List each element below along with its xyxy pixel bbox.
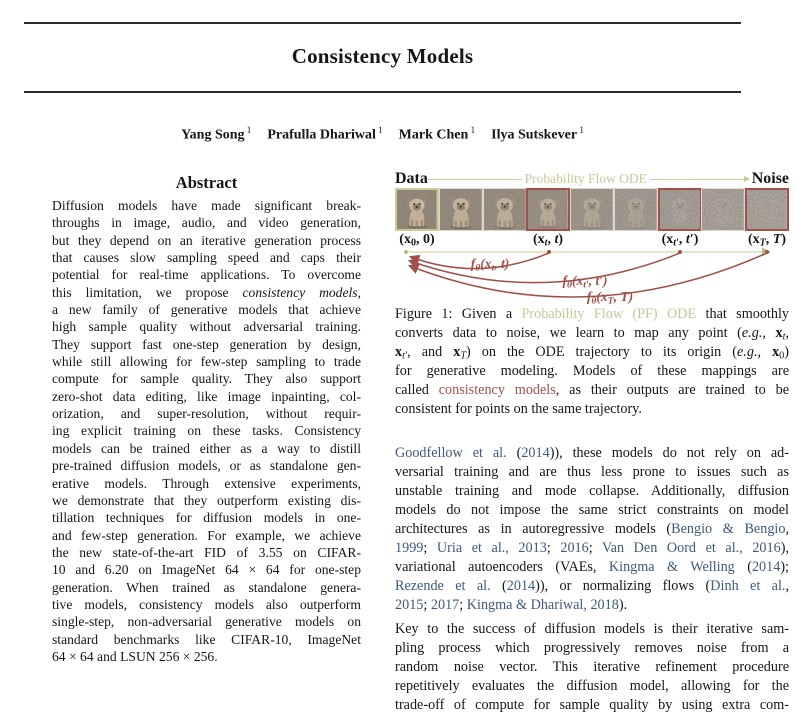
noisy-image-cell (483, 188, 527, 231)
text-segment: f (586, 289, 592, 304)
pf-line-right (650, 179, 744, 180)
text-segment: 1 (468, 125, 476, 135)
data-label: Data (395, 170, 428, 187)
citation-link[interactable]: Uria et al., 2013 (436, 540, 547, 556)
text-segment: called (395, 382, 439, 398)
citation-link[interactable]: Dinh et al. (710, 578, 786, 594)
text-segment: ( (480, 256, 485, 271)
noise-label: Noise (751, 170, 790, 187)
text-line (24, 121, 741, 143)
text-segment: orization, and super-resolution, without requir- (52, 406, 361, 422)
text-segment: , (785, 578, 789, 594)
text-line (395, 463, 789, 482)
text-segment: t (491, 262, 495, 274)
text-segment: tive models, consistency models also outperform (52, 596, 361, 612)
figure-caption (395, 305, 789, 419)
noisy-image-cell (439, 188, 483, 231)
text-segment: 1 (577, 125, 584, 135)
citation-link[interactable]: Kingma & Dhariwal, 2018 (466, 597, 619, 613)
text-segment: 10 and 6.20 on ImageNet 64 × 64 for one-step (52, 562, 361, 578)
noisy-image-cell (745, 188, 789, 231)
text-line (395, 324, 789, 343)
text-line (395, 501, 789, 520)
text-line (635, 232, 725, 248)
point-label-x0 (372, 232, 462, 248)
citation-link[interactable]: Van Den Oord et al., 2016 (602, 540, 781, 556)
text-line (372, 232, 462, 248)
text-segment: compute for sample quality. They also support (52, 371, 361, 387)
text-segment: converts data to noise, we learn to map any point ( (395, 325, 742, 341)
text-line (555, 289, 665, 307)
text-segment: 0 (779, 350, 785, 362)
text-segment: , (785, 325, 789, 341)
text-segment: )), or normalizing flows ( (535, 578, 711, 594)
text-segment: repetitively evaluates the diffusion model, allowing for the (395, 678, 789, 694)
text-segment: tillation techniques for diffusion models in one- (52, 510, 361, 526)
text-line (52, 544, 361, 561)
text-segment: ) (693, 232, 699, 247)
text-line (52, 266, 361, 283)
text-segment: potential for real-time applications. To overcome (52, 267, 361, 283)
text-segment: ( (596, 289, 601, 304)
text-line (52, 492, 361, 509)
text-segment: ; (459, 597, 467, 613)
citation-link[interactable]: 2015 (395, 597, 424, 613)
text-segment: , (765, 232, 773, 247)
text-line (52, 388, 361, 405)
text-line (52, 509, 361, 526)
text-segment: t (544, 237, 548, 249)
text-segment: ); (780, 559, 789, 575)
text-segment: consistent for points on the same trajectory. (395, 401, 642, 417)
text-segment: a new family of generative models that achieve (52, 302, 361, 318)
text-segment: θ (566, 279, 573, 291)
body-paragraph-2 (395, 620, 789, 715)
text-segment: , (678, 232, 686, 247)
citation-link[interactable]: Goodfellow et al. (395, 445, 507, 461)
text-line (52, 232, 361, 249)
text-segment: that smoothly (696, 306, 789, 322)
text-line (52, 631, 361, 648)
text-line (52, 284, 361, 301)
text-line (395, 381, 789, 400)
text-segment: ( (399, 232, 404, 247)
header-rule-bottom (24, 91, 741, 93)
paper-title: Consistency Models (291, 44, 474, 68)
text-segment: models can be trained either as a way to distill (52, 440, 361, 456)
text-segment: and few-step generation. For example, we achieve (52, 527, 361, 543)
text-line (52, 353, 361, 370)
text-segment: random noise vector. This iterative refinement procedure (395, 659, 789, 675)
text-segment: , (785, 521, 789, 537)
text-line (395, 444, 789, 463)
citation-link[interactable]: Rezende et al. (395, 578, 491, 594)
text-segment: , (757, 344, 773, 360)
text-segment: x (576, 273, 584, 288)
text-segment: zero-shot data editing, like image inpainting, col- (52, 388, 361, 404)
text-segment: ) (628, 289, 634, 304)
text-segment: x (752, 232, 760, 247)
text-line (535, 273, 635, 291)
text-segment: , (357, 284, 361, 300)
text-segment: for generative modeling. Models of these mappings are (395, 363, 789, 379)
citation-link[interactable]: 2014 (751, 559, 781, 575)
text-segment: ; (423, 597, 431, 613)
text-line (445, 256, 535, 274)
text-segment: ). (618, 597, 628, 613)
text-segment: Ilya Sutskever (491, 127, 578, 143)
text-line (395, 305, 789, 324)
noisy-image-cell (614, 188, 658, 231)
text-segment: , and (407, 344, 454, 360)
text-line (395, 658, 789, 677)
text-segment: 1 (375, 125, 383, 135)
text-segment: Prafulla Dhariwal (267, 127, 376, 143)
text-segment: e.g. (741, 325, 763, 341)
text-segment: t′ (685, 232, 694, 247)
text-segment: Yang Song (181, 127, 245, 143)
text-segment: pling process which progressively removes noise from a (395, 640, 789, 656)
noisy-image-cell (701, 188, 745, 231)
text-line (52, 475, 361, 492)
text-segment: single-step, non-adversarial generative models on (52, 614, 361, 630)
text-segment: ), (780, 540, 789, 556)
text-segment: )), these models do not rely on ad- (549, 445, 789, 461)
text-segment: ) (784, 344, 790, 360)
text-line (52, 527, 361, 544)
text-segment: ( (506, 445, 522, 461)
text-segment: T (759, 237, 766, 249)
text-segment: throughs in image, audio, and video generation, (52, 215, 361, 231)
text-line (52, 197, 361, 214)
text-segment: ) (603, 273, 608, 288)
text-segment: They support fast one-step generation by design, (52, 336, 361, 352)
text-line (722, 232, 812, 248)
text-segment: 1 (244, 125, 252, 135)
text-segment: x (453, 344, 461, 360)
text-line (52, 422, 361, 439)
image-strip (395, 188, 789, 231)
text-line (395, 577, 789, 596)
text-segment: , as their outputs are trained to be (555, 382, 789, 398)
text-segment: t′ (583, 279, 589, 291)
text-segment: ) (504, 256, 510, 271)
text-segment: , (762, 325, 776, 341)
text-segment: variational autoencoders (VAEs, (395, 559, 609, 575)
text-segment: 0 (410, 237, 417, 249)
text-line (52, 405, 361, 422)
text-line (395, 343, 789, 362)
text-segment: T (460, 350, 467, 362)
text-segment: ( (747, 232, 753, 247)
text-segment: Mark Chen (398, 127, 469, 143)
text-line (52, 613, 361, 630)
text-line (503, 232, 593, 248)
text-line (52, 648, 361, 665)
text-segment: ing explicit training on these tasks. Consistency (52, 423, 361, 439)
text-segment: t (500, 256, 505, 271)
text-segment: that causes slow sampling speed and caps their (52, 250, 361, 266)
text-line (395, 639, 789, 658)
text-segment: x (666, 232, 674, 247)
text-line (52, 596, 361, 613)
text-segment: , (613, 289, 621, 304)
citation-link[interactable]: 1999 (395, 540, 424, 556)
text-segment: the new state-of-the-art FID of 3.55 on CIFAR- (52, 544, 361, 560)
text-segment: Probability Flow (PF) ODE (521, 306, 697, 322)
text-segment: ( (661, 232, 667, 247)
text-segment: ( (572, 273, 577, 288)
text-line (395, 362, 789, 381)
text-segment: ) (558, 232, 564, 247)
text-segment: x (403, 232, 411, 247)
text-line (395, 677, 789, 696)
point-label-xt (503, 232, 593, 248)
text-line (52, 561, 361, 578)
text-segment: ( (490, 578, 507, 594)
text-segment: x (600, 289, 608, 304)
text-segment: t (554, 232, 559, 247)
text-segment: t′ (402, 350, 408, 362)
text-segment: ) on the ODE trajectory to its origin ( (466, 344, 737, 360)
text-segment: consistency models (438, 382, 556, 398)
text-segment: while still allowing for few-step sampling to trade (52, 354, 361, 370)
text-segment: ( (532, 232, 538, 247)
text-segment: T (620, 289, 629, 304)
text-segment: standard benchmarks like CIFAR-10, ImageNet (52, 631, 361, 647)
noisy-image-cell (570, 188, 614, 231)
text-segment: trade-off of compute for sample quality by using extra com- (395, 697, 789, 713)
arrow-label-f1 (445, 256, 535, 274)
text-line (52, 301, 361, 318)
citation-link[interactable]: 2017 (430, 597, 460, 613)
authors-line (24, 121, 741, 143)
text-segment: t′ (595, 273, 604, 288)
citation-link[interactable]: Kingma & Welling (608, 559, 735, 575)
text-segment: T (772, 232, 782, 247)
text-segment: ( (734, 559, 752, 575)
text-segment: ; (546, 540, 561, 556)
text-line (52, 440, 361, 457)
noisy-image-cell (526, 188, 570, 231)
text-segment: consistency models (242, 284, 358, 300)
text-segment: pre-trained diffusion models, or as standalone gen- (52, 458, 361, 474)
text-segment: Diffusion models have made significant break- (52, 198, 361, 213)
point-label-xt-prime (635, 232, 725, 248)
text-segment: models do not impose the same strict constraints on model (395, 502, 789, 518)
text-line (395, 539, 789, 558)
text-line (395, 520, 789, 539)
text-line (395, 620, 789, 639)
figure-top-row (395, 171, 789, 187)
text-line (52, 579, 361, 596)
text-segment: , (588, 273, 596, 288)
text-segment: T (607, 295, 614, 307)
text-segment: erative models. Through extensive experiments, (52, 475, 361, 491)
text-segment: ; (423, 540, 437, 556)
text-segment: x (484, 256, 492, 271)
pf-line-left (428, 179, 522, 180)
noisy-image-cell (658, 188, 702, 231)
text-line (395, 558, 789, 577)
citation-link[interactable]: 2014 (521, 445, 550, 461)
text-line (52, 336, 361, 353)
noisy-image-cell (395, 188, 439, 231)
pf-arrowhead-icon (744, 176, 750, 182)
text-segment: x (395, 344, 403, 360)
text-segment: , (547, 232, 555, 247)
figure-1 (395, 170, 790, 307)
point-label-xT (722, 232, 812, 248)
text-line (395, 482, 789, 501)
header-rule-top (24, 22, 741, 24)
text-segment: 64 × 64 and LSUN 256 × 256. (52, 648, 218, 664)
text-segment: t (782, 331, 786, 343)
citation-link[interactable]: Bengio & Bengio (671, 521, 786, 537)
text-segment: but they depend on an iterative generation process (52, 232, 361, 248)
text-segment: this limitation, we propose (52, 284, 243, 300)
arrow-label-f3 (555, 289, 665, 307)
abstract-heading: Abstract (175, 173, 238, 192)
probability-flow-ode-label: Probability Flow ODE (524, 171, 647, 186)
text-line (395, 696, 789, 715)
text-segment: Figure 1: Given a (395, 306, 522, 322)
text-segment: Key to the success of diffusion models is their iterative sam- (395, 621, 789, 637)
arrow-label-f2 (535, 273, 635, 291)
text-segment: x (775, 325, 783, 341)
text-line (395, 400, 789, 419)
body-paragraph-1 (395, 444, 789, 615)
text-segment: versarial training and are thus less prone to issues such as (395, 464, 789, 480)
text-segment: θ (591, 295, 597, 307)
text-segment: x (537, 232, 545, 247)
text-segment: architectures as in autoregressive models ( (395, 521, 672, 537)
text-segment: , 0) (416, 232, 435, 247)
citation-link[interactable]: 2014 (506, 578, 536, 594)
text-segment: high sample quality without adversarial training. (52, 319, 361, 335)
text-segment: generation. When trained as standalone genera- (52, 579, 361, 595)
text-line (395, 596, 789, 615)
text-line (52, 214, 361, 231)
text-segment: we demonstrate that they outperform existing dis- (52, 492, 361, 508)
text-segment: unstable training and mode collapse. Additionally, diffusion (395, 483, 789, 499)
text-segment: , (494, 256, 501, 271)
text-segment: θ (475, 262, 481, 274)
text-segment: ; (588, 540, 602, 556)
abstract-text (52, 197, 361, 665)
text-segment: x (772, 344, 780, 360)
text-line (52, 457, 361, 474)
citation-link[interactable]: 2016 (560, 540, 589, 556)
text-line (52, 370, 361, 387)
text-line (52, 318, 361, 335)
text-segment: e.g. (737, 344, 758, 360)
text-segment: ) (781, 232, 787, 247)
text-line (52, 249, 361, 266)
text-segment: t′ (673, 237, 679, 249)
text-segment: f (470, 256, 476, 271)
text-segment: f (562, 273, 567, 288)
